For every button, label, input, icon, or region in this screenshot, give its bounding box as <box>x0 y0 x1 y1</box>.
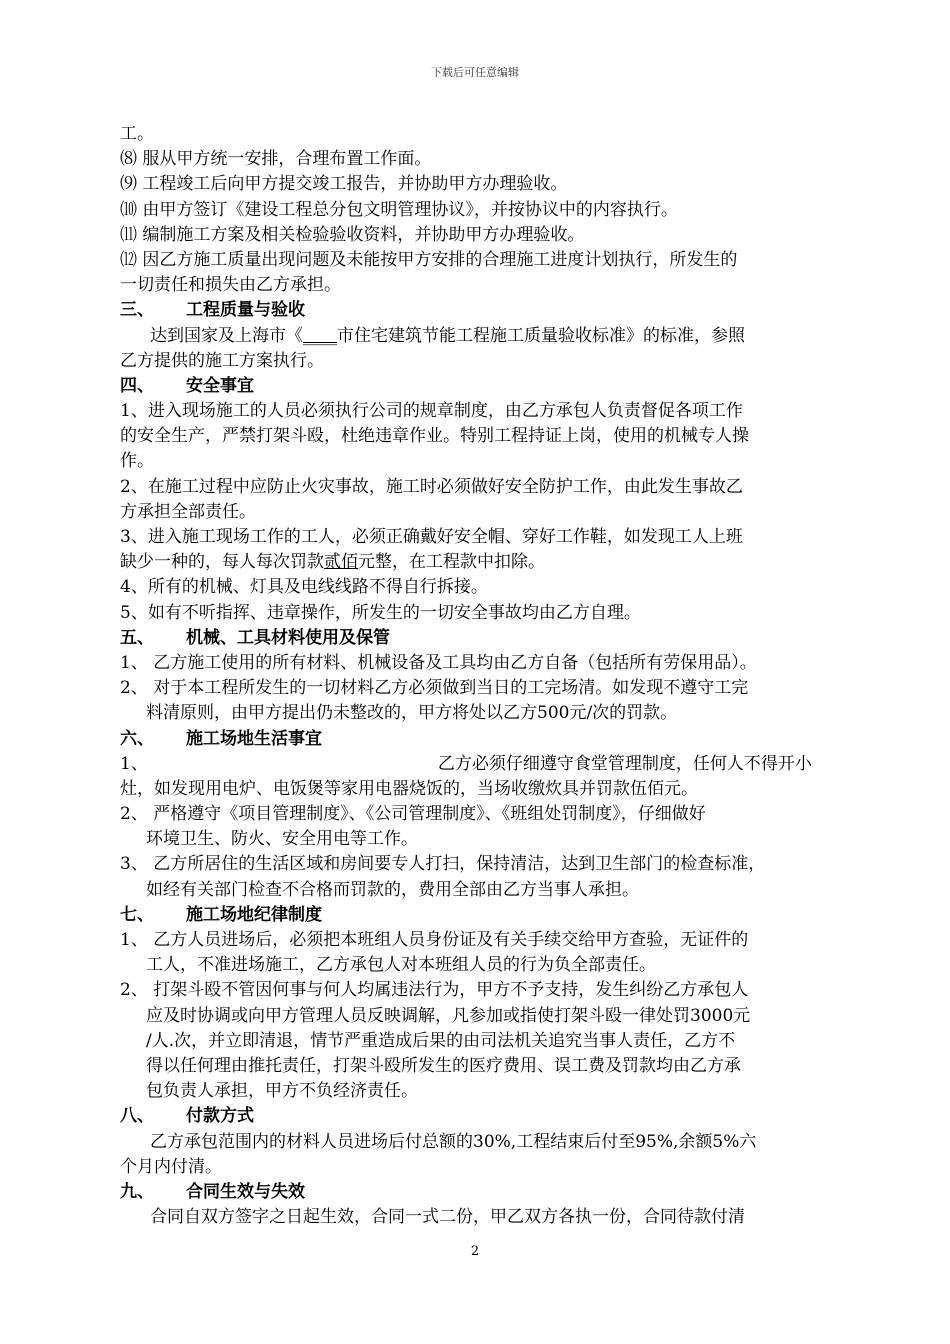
body-line: 料清原则，由甲方提出仍未整改的，甲方将处以乙方500元/次的罚款。 <box>146 703 678 724</box>
text-span: 市住宅建筑节能工程施工质量验收标准》的标准，参照 <box>337 325 745 346</box>
section-title: 合同生效与失效 <box>186 1181 305 1202</box>
list-item: 2、 严格遵守《项目管理制度》、《公司管理制度》、《班组处罚制度》，仔细做好 <box>120 804 706 825</box>
body-line: 包负责人承担，甲方不负经济责任。 <box>146 1081 418 1102</box>
list-item: 1、 乙方施工使用的所有材料、机械设备及工具均由乙方自备（包括所有劳保用品）。 <box>120 652 757 673</box>
list-item: ⑾ 编制施工方案及相关检验验收资料，并协助甲方办理验收。 <box>120 224 585 245</box>
list-item: 3、进入施工现场工作的工人，必须正确戴好安全帽、穿好工作鞋，如发现工人上班 <box>120 527 743 547</box>
list-item: ⑿ 因乙方施工质量出现问题及未能按甲方安排的合理施工进度计划执行，所发生的 <box>120 249 738 270</box>
body-line: 环境卫生、防火、安全用电等工作。 <box>146 829 418 850</box>
body-line: 乙方提供的施工方案执行。 <box>120 350 324 371</box>
document-body <box>120 122 836 1230</box>
section-number: 七、 <box>120 904 154 925</box>
section-heading <box>120 903 836 928</box>
body-line: 乙方承包范围内的材料人员进场后付总额的30%,工程结束后付至95%,余额5%六 <box>150 1131 757 1152</box>
body-line <box>120 550 836 575</box>
body-line: /人.次，并立即清退，情节严重造成后果的由司法机关追究当事人责任，乙方不 <box>146 1030 736 1051</box>
page-header: 下载后可任意编辑 <box>431 66 519 79</box>
section-title: 工程质量与验收 <box>186 300 305 321</box>
body-line <box>120 324 836 349</box>
text-span: 元整，在工程款中扣除。 <box>358 552 545 573</box>
section-number: 四、 <box>120 375 154 396</box>
list-item: ⑽ 由甲方签订《建设工程总分包文明管理协议》，并按协议中的内容执行。 <box>120 199 678 220</box>
body-line: 作。 <box>120 451 154 472</box>
list-item: 3、 乙方所居住的生活区域和房间要专人打扫，保持清洁，达到卫生部门的检查标准， <box>120 854 766 875</box>
body-line: 方承担全部责任。 <box>120 501 256 522</box>
body-line: 工人，不准进场施工，乙方承包人对本班组人员的行为负全部责任。 <box>146 955 656 976</box>
body-line: 的安全生产，严禁打架斗殴，杜绝违章作业。特别工程持证上岗，使用的机械专人操 <box>120 426 749 447</box>
body-line: 一切责任和损失由乙方承担。 <box>120 275 341 296</box>
underlined-amount: 贰佰 <box>324 552 358 573</box>
list-item <box>120 752 836 777</box>
section-title: 机械、工具材料使用及保管 <box>186 627 390 648</box>
list-item: 2、 对于本工程所发生的一切材料乙方必须做到当日的工完场清。如发现不遵守工完 <box>120 678 749 699</box>
section-heading <box>120 626 836 651</box>
body-line: 应及时协调或向甲方管理人员反映调解，凡参加或指使打架斗殴一律处罚3000元 <box>146 1005 751 1026</box>
section-number: 六、 <box>120 728 154 749</box>
section-number: 三、 <box>120 300 154 321</box>
list-item: 2、在施工过程中应防止火灾事故，施工时必须做好安全防护工作，由此发生事故乙 <box>120 476 743 497</box>
body-line: 灶，如发现用电炉、电饭煲等家用电器烧饭的，当场收缴炊具并罚款伍佰元。 <box>120 778 698 799</box>
text-span: 乙方必须仔细遵守食堂管理制度，任何人不得开小 <box>437 753 812 774</box>
body-line: 工。 <box>120 124 154 144</box>
list-item: 4、所有的机械、灯具及电线线路不得自行拆接。 <box>120 577 488 598</box>
list-item: 5、如有不听指挥、违章操作，所发生的一切安全事故均由乙方自理。 <box>120 602 641 623</box>
blank-underline: ____ <box>303 325 337 346</box>
list-item: ⑻ 服从甲方统一安排，合理布置工作面。 <box>120 149 432 170</box>
section-title: 施工场地生活事宜 <box>186 728 322 749</box>
text-span: 达到国家及上海市《 <box>150 325 303 346</box>
list-item: 1、进入现场施工的人员必须执行公司的规章制度，由乙方承包人负责督促各项工作 <box>120 401 743 422</box>
list-item: 1、 乙方人员进场后，必须把本班组人员身份证及有关手续交给甲方查验，无证件的 <box>120 930 749 950</box>
section-heading <box>120 374 836 399</box>
body-line: 个月内付清。 <box>120 1156 222 1177</box>
page-number: 2 <box>470 1244 480 1259</box>
section-number: 五、 <box>120 627 154 648</box>
section-heading <box>120 1104 836 1129</box>
section-title: 安全事宜 <box>186 375 254 396</box>
section-heading <box>120 727 836 752</box>
section-heading <box>120 298 836 323</box>
section-title: 施工场地纪律制度 <box>186 904 322 925</box>
text-span: 缺少一种的，每人每次罚款 <box>120 552 324 573</box>
section-heading <box>120 1180 836 1205</box>
body-line: 合同自双方签字之日起生效，合同一式二份，甲乙双方各执一份，合同待款付清 <box>150 1207 745 1228</box>
text-span: 1、 <box>120 753 148 774</box>
section-title: 付款方式 <box>186 1106 254 1127</box>
body-line: 如经有关部门检查不合格而罚款的，费用全部由乙方当事人承担。 <box>146 879 639 900</box>
section-number: 九、 <box>120 1181 154 1202</box>
body-line: 得以任何理由推托责任，打架斗殴所发生的医疗费用、误工费及罚款均由乙方承 <box>146 1055 741 1076</box>
list-item: 2、 打架斗殴不管因何事与何人均属违法行为，甲方不予支持，发生纠纷乙方承包人 <box>120 980 749 1001</box>
list-item: ⑼ 工程竣工后向甲方提交竣工报告，并协助甲方办理验收。 <box>120 174 568 195</box>
section-number: 八、 <box>120 1106 154 1127</box>
